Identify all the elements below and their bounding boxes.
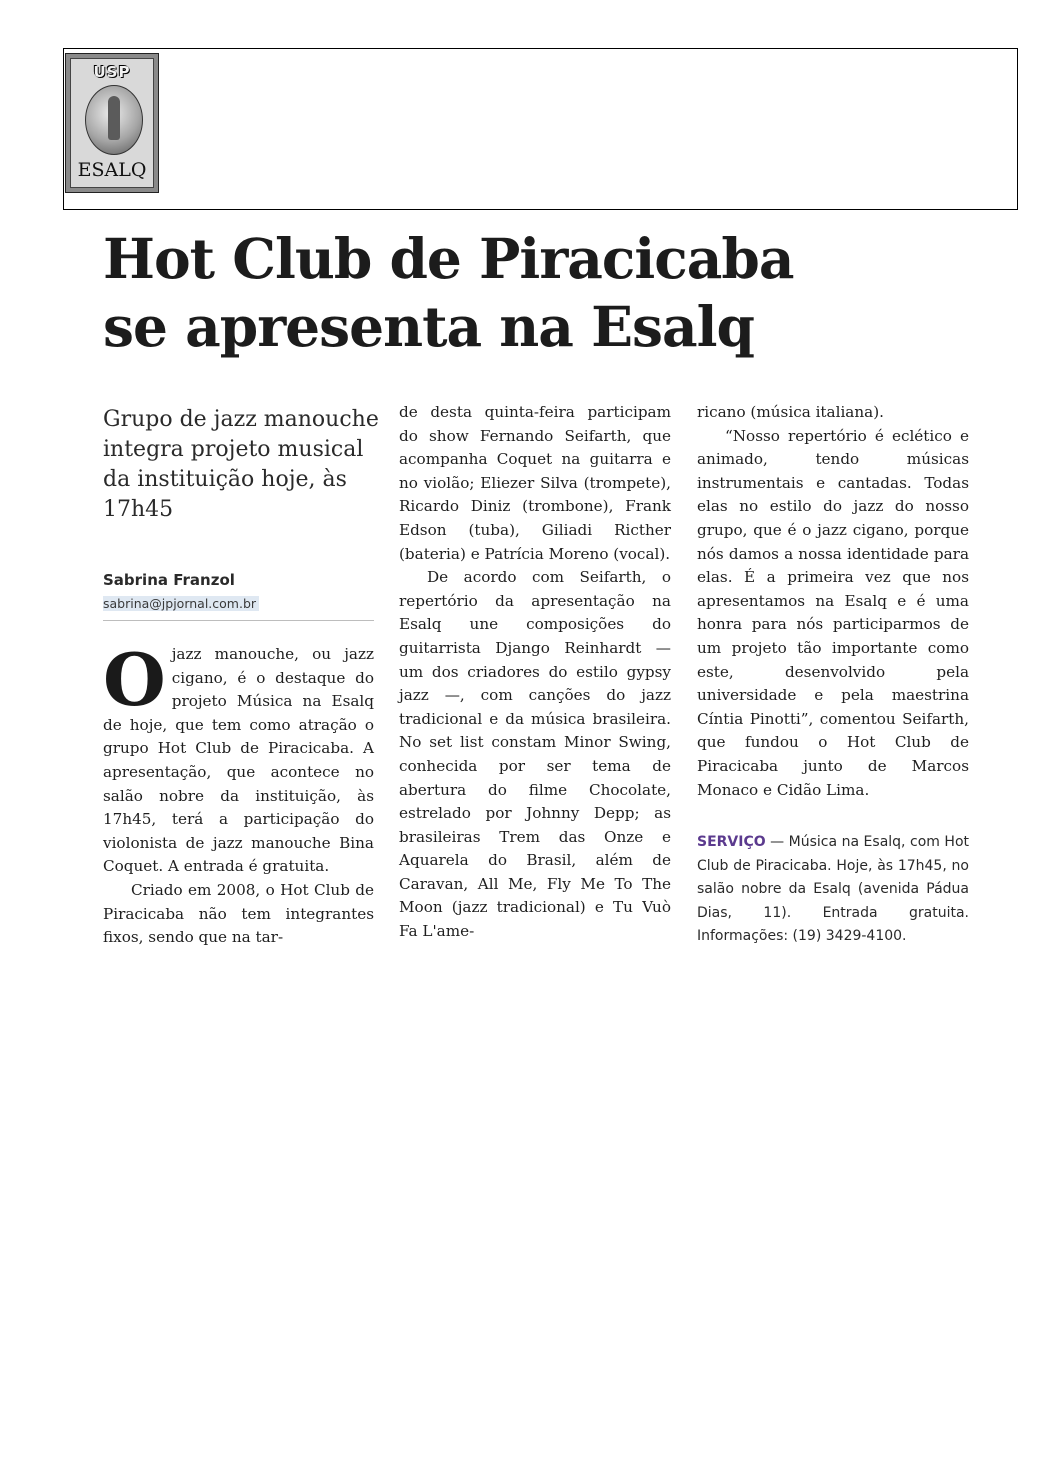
logo-plate <box>70 58 154 188</box>
article-column-2 <box>399 401 671 944</box>
logo-medallion-icon <box>85 85 143 155</box>
byline-divider <box>103 620 374 621</box>
header-frame <box>63 48 1018 210</box>
logo-esalq-text: ESALQ <box>77 159 147 181</box>
drop-cap: O <box>103 637 166 722</box>
paragraph-quote: “Nosso repertório é eclético e animado, tendo músicas instrumentais e cantadas. Todas elas no estilo do jazz do nosso grupo, que é o jazz cigano, porque nós damos a nossa identidade para elas. É a primeira vez que nos apresentamos na Esalq e é uma honra para nós participarmos de um projeto tão importante como este, desenvolvido pela universidade e pela maestrina Cíntia Pinotti”, comentou Seifarth, que fundou o Hot Club de Piracicaba junto de Marcos Monaco e Cidão Lima. <box>697 426 969 799</box>
logo-statue-icon <box>108 96 120 140</box>
author-email[interactable]: sabrina@jpjornal.com.br <box>103 596 259 611</box>
article-subheadline: Grupo de jazz manouche integra projeto musical da instituição hoje, às 17h45 <box>103 407 379 522</box>
paragraph-repertoire: De acordo com Seifarth, o repertório da apresentação na Esalq une composições do guitarrista Django Reinhardt — um dos criadores do estilo gypsy jazz —, com canções do jazz tradicional e da música brasileira. No set list constam Minor Swing, conhecida por ser tema de abertura do filme Chocolate, estrelado por Johnny Depp; as brasileiras Trem das Onze e Aquarela do Brasil, além de Caravan, All Me, Fly Me To The Moon (jazz tradicional) e Tu Vuò Fa L'ame- <box>399 568 671 941</box>
servico-label: SERVIÇO <box>697 834 766 850</box>
servico-text: — Música na Esalq, com Hot Club de Piracicaba. Hoje, às 17h45, no salão nobre da Esalq (avenida Pádua Dias, 11). Entrada gratuita. Informações: (19) 3429-4100. <box>697 834 969 945</box>
paragraph-intro: jazz manouche, ou jazz cigano, é o destaque do projeto Música na Esalq de hoje, que tem como atração o grupo Hot Club de Piracicaba. A apresentação, que acontece no salão nobre da instituição, às 17h45, terá a participação do violonista de jazz manouche Bina Coquet. A entrada é gratuita. <box>103 645 374 876</box>
paragraph-criado: Criado em 2008, o Hot Club de Piracicaba não tem integrantes fixos, sendo que na tar- <box>103 880 374 947</box>
article-column-1 <box>103 637 374 950</box>
paragraph-continuation: ricano (música italiana). <box>697 403 884 421</box>
paragraph-participants: de desta quinta-feira participam do show Fernando Seifarth, que acompanha Coquet na guitarra e no violão; Eliezer Silva (trompete), Ricardo Diniz (trombone), Frank Edson (tuba), Giliadi Ricther (bateria) e Patrícia Moreno (vocal). <box>399 403 671 563</box>
article-column-3 <box>697 401 969 802</box>
usp-esalq-logo <box>65 53 159 193</box>
article-headline: Hot Club de Piracicaba se apresenta na Esalq <box>103 226 794 359</box>
logo-usp-text: USP <box>93 63 131 81</box>
author-name: Sabrina Franzol <box>103 571 235 589</box>
servico-box <box>697 831 969 949</box>
